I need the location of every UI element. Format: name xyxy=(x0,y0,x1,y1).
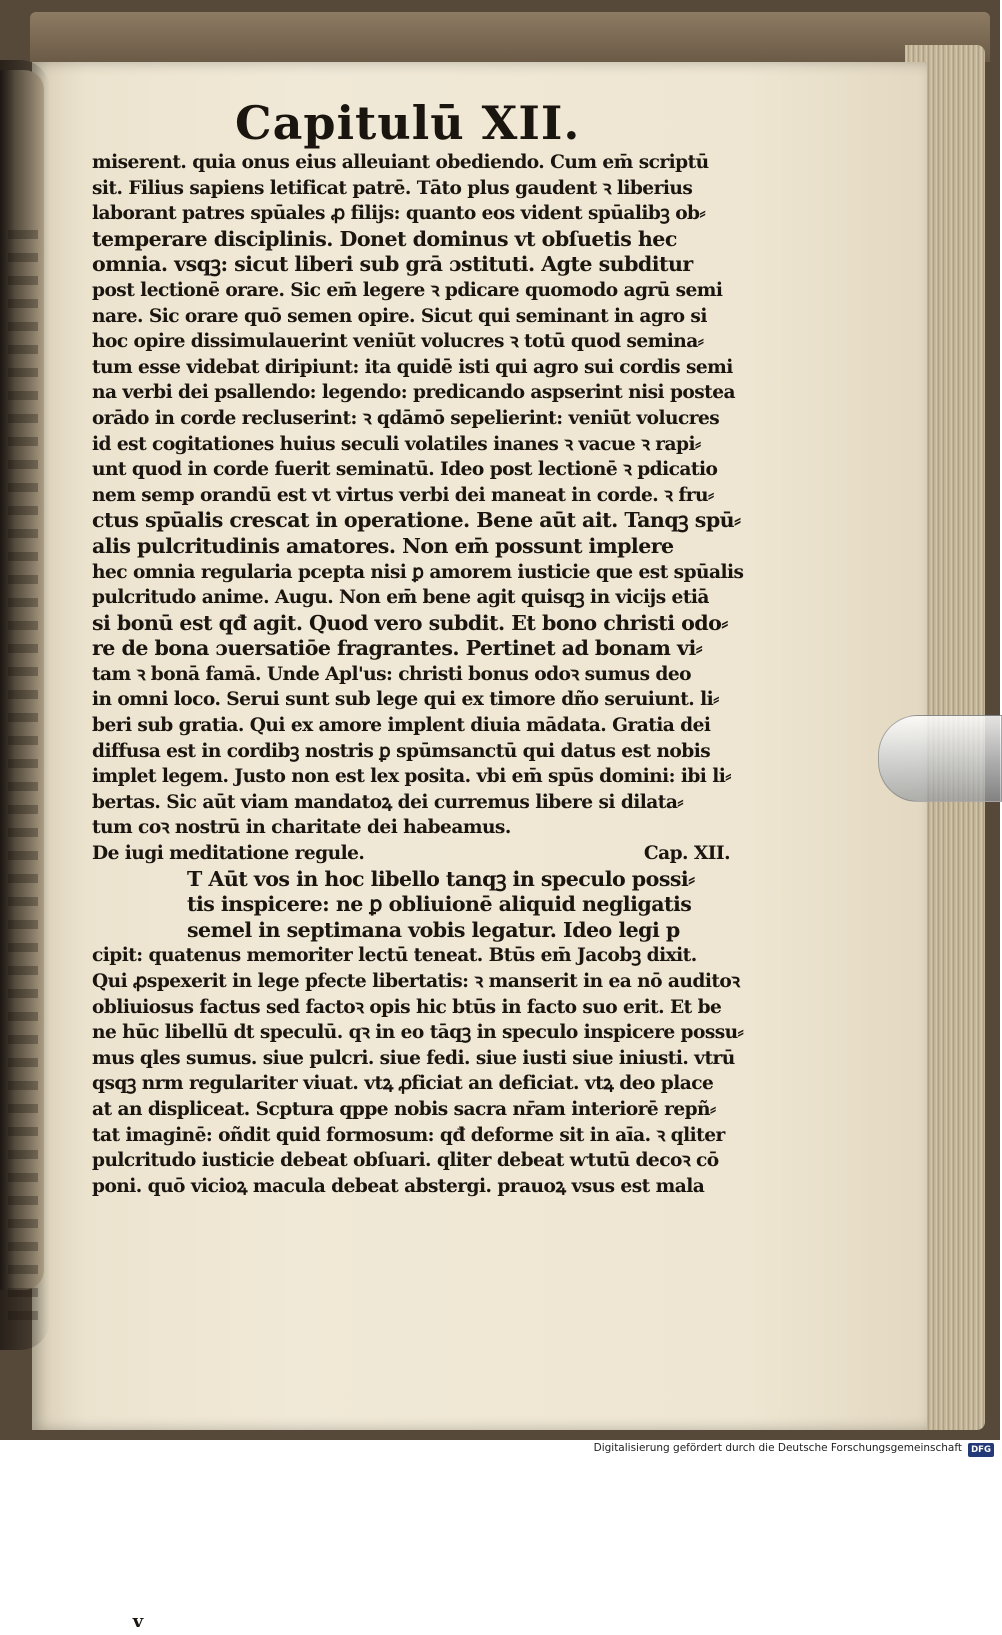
gutter-shadow xyxy=(0,60,50,1350)
text-line: tat imaginē: oñdit quid formosum: qđ deforme sit in aīa. ꝛ qliter xyxy=(92,1124,725,1146)
text-line: semel in septimana vobis legatur. Ideo legi p xyxy=(187,917,680,942)
text-line: cipit: quatenus memoriter lectū teneat. Btūs em̄ Jacobꝫ dixit. xyxy=(92,945,697,967)
text-line: beri sub gratia. Qui ex amore implent diuia mādata. Gratia dei xyxy=(92,715,711,737)
text-line: poni. quō vicioꝝ macula debeat abstergi. prauoꝝ vsus est mala xyxy=(92,1175,705,1197)
text-line: re de bona ɔuersatiōe fragrantes. Pertinet ad bonam vi⸗ xyxy=(92,636,703,661)
text-line: na verbi dei psallendo: legendo: predicando aspserint nisi postea xyxy=(92,382,735,404)
text-line: nare. Sic orare quō semen opire. Sicut qui seminant in agro si xyxy=(92,305,707,327)
text-line: hoc opire dissimulauerint veniūt volucres ꝛ totū quod semina⸗ xyxy=(92,331,704,353)
text-line: id est cogitationes huius seculi volatiles inanes ꝛ vacue ꝛ rapi⸗ xyxy=(92,433,701,455)
text-line: hec omnia regularia pcepta nisi ꝑ amorem iusticie que est spūalis xyxy=(92,561,744,583)
text-line: nem semp orandū est vt virtus verbi dei maneat in corde. ꝛ fru⸗ xyxy=(92,484,714,506)
section-caption xyxy=(92,841,742,867)
paragraph-second xyxy=(92,867,742,1200)
text-line: diffusa est in cordibꝫ nostris ꝑ spūmsanctū qui datus est nobis xyxy=(92,740,711,762)
text-line: alis pulcritudinis amatores. Non em̄ possunt implere xyxy=(92,533,674,558)
paragraph-main xyxy=(92,150,742,841)
text-line: qsqꝫ nrm regulariter viuat. vtꝝ ꝓficiat an deficiat. vtꝝ deo place xyxy=(92,1073,714,1095)
text-line: unt quod in corde fuerit seminatū. Ideo post lectionē ꝛ pdicatio xyxy=(92,459,718,481)
text-line: at an displiceat. Scptura qppe nobis sacra nr̄am interiorē repñ⸗ xyxy=(92,1098,716,1120)
section-caption-number: Cap. XII. xyxy=(643,843,730,865)
text-line: mus qles sumus. siue pulcri. siue fedi. siue iusti siue iniusti. vtrū xyxy=(92,1047,735,1069)
text-line: tum esse videbat diripiunt: ita quidē isti qui agro sui cordis semi xyxy=(92,356,733,378)
initial-guide-letter: v xyxy=(132,1611,144,1632)
text-line: in omni loco. Serui sunt sub lege qui ex timore dño seruiunt. li⸗ xyxy=(92,689,719,711)
text-line: pulcritudo iusticie debeat obſuari. qliter debeat ⱳtutū decoꝛ cō xyxy=(92,1150,719,1172)
footer-bar xyxy=(0,1440,1000,1460)
text-line: ne hūc libellū dt speculū. qꝛ in eo tāqꝫ in speculo inspicere possu⸗ xyxy=(92,1022,744,1044)
text-line: tum coꝛ nostrū in charitate dei habeamus. xyxy=(92,817,511,839)
text-line: post lectionē orare. Sic em̄ legere ꝛ pdicare quomodo agrū semi xyxy=(92,279,723,301)
text-line: orādo in corde recluserint: ꝛ qdāmō sepelierint: veniūt volucres xyxy=(92,407,720,429)
text-line: sit. Filius sapiens letificat patrē. Tāto plus gaudent ꝛ liberius xyxy=(92,177,693,199)
text-line: pulcritudo anime. Augu. Non em̄ bene agit quisqꝫ in vicijs etiā xyxy=(92,587,709,609)
text-line: temperare disciplinis. Donet dominus vt obſuetis hec xyxy=(92,226,677,251)
text-line: omnia. vsqꝫ: sicut liberi sub grā ɔstituti. Agte subditur xyxy=(92,252,693,277)
section-caption-title: De iugi meditatione regule. xyxy=(92,843,365,865)
text-line: Qui ꝓspexerit in lege pfecte libertatis: ꝛ manserit in ea nō auditoꝛ xyxy=(92,971,740,992)
text-line: implet legem. Justo non est lex posita. vbi em̄ spūs domini: ibi li⸗ xyxy=(92,766,731,788)
dfg-logo: DFG xyxy=(968,1443,994,1457)
text-line: tam ꝛ bonā famā. Unde Apl'us: christi bonus odoꝛ sumus deo xyxy=(92,663,691,685)
text-line: obliuiosus factus sed factoꝛ opis hic btūs in facto suo erit. Et be xyxy=(92,996,722,1018)
text-line: si bonū est qđ agit. Quod vero subdit. Et bono christi odo⸗ xyxy=(92,610,728,635)
chapter-heading: Capitulū XII. xyxy=(235,96,581,150)
book-cover-top-edge xyxy=(30,12,990,62)
text-line: T Aūt vos in hoc libello tanqꝫ in speculo possi⸗ xyxy=(187,866,695,891)
footer-credit: Digitalisierung gefördert durch die Deutsche Forschungsgemeinschaft xyxy=(593,1442,962,1454)
page-text-block xyxy=(92,150,742,1199)
text-line: tis inspicere: ne ꝑ obliuionē aliquid negligatis xyxy=(187,892,692,917)
text-line: miserent. quia onus eius alleuiant obediendo. Cum em̄ scriptū xyxy=(92,152,709,173)
text-line: bertas. Sic aūt viam mandatoꝝ dei curremus libere si dilata⸗ xyxy=(92,791,683,813)
text-line: ctus spūalis crescat in operatione. Bene aūt ait. Tanqꝫ spū⸗ xyxy=(92,508,741,533)
text-line: laborant patres spūales ꝓ filijs: quanto eos vident spūalibꝫ ob⸗ xyxy=(92,203,706,225)
page-clip xyxy=(878,715,1002,802)
